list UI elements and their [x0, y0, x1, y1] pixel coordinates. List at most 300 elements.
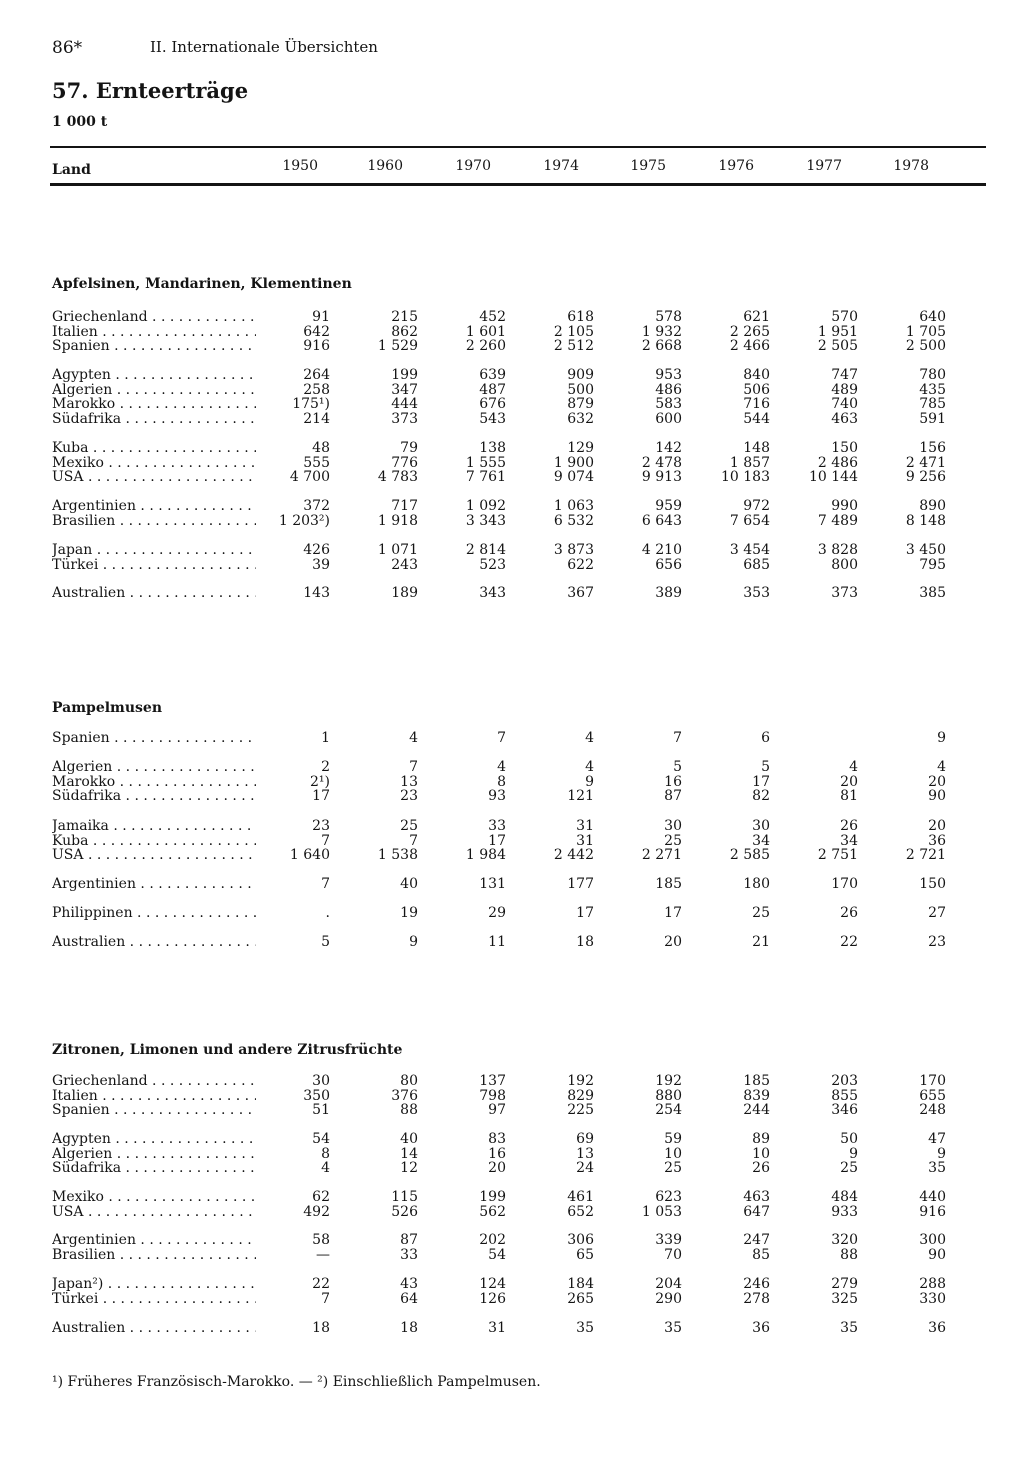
- value-cell: 64: [400, 1290, 418, 1307]
- value-cell: 776: [391, 454, 418, 471]
- value-cell: 189: [391, 585, 418, 601]
- value-cell: 9: [937, 730, 946, 746]
- value-cell: 4 783: [377, 469, 418, 486]
- table-row: [0, 383, 1024, 398]
- value-cell: 320: [831, 1232, 858, 1248]
- value-cell: 137: [479, 1073, 506, 1089]
- value-cell: 9: [585, 773, 594, 790]
- value-cell: 2 471: [905, 454, 946, 471]
- value-cell: 18: [312, 1320, 330, 1336]
- value-cell: 150: [831, 440, 858, 456]
- value-cell: 47: [928, 1131, 946, 1147]
- country-name: Argentinien . . .: [52, 877, 256, 892]
- value-cell: 34: [840, 832, 858, 849]
- value-cell: 20: [840, 773, 858, 790]
- value-cell: 70: [664, 1246, 682, 1263]
- value-cell: 583: [655, 396, 682, 413]
- value-cell: 192: [567, 1073, 594, 1089]
- table-row: [0, 397, 1024, 412]
- value-cell: 780: [919, 367, 946, 383]
- value-cell: 492: [303, 1203, 330, 1220]
- value-cell: 23: [928, 934, 946, 950]
- value-cell: 489: [831, 381, 858, 398]
- value-cell: 22: [312, 1276, 330, 1292]
- value-cell: 35: [928, 1160, 946, 1177]
- value-cell: 9 074: [553, 469, 594, 486]
- value-cell: 23: [312, 818, 330, 834]
- table-row: [0, 760, 1024, 775]
- value-cell: 4: [409, 730, 418, 746]
- value-cell: 623: [655, 1189, 682, 1205]
- value-cell: 523: [479, 556, 506, 573]
- value-cell: 192: [655, 1073, 682, 1089]
- value-cell: 29: [488, 905, 506, 921]
- value-cell: 25: [840, 1160, 858, 1177]
- value-cell: 5: [321, 934, 330, 950]
- value-cell: 79: [400, 440, 418, 456]
- value-cell: 444: [391, 396, 418, 413]
- country-name: Jamaika . . .: [52, 819, 256, 834]
- value-cell: 80: [400, 1073, 418, 1089]
- column-header-year: 1974: [543, 158, 579, 174]
- value-cell: 11: [488, 934, 506, 950]
- table-row: [0, 819, 1024, 834]
- value-cell: 89: [752, 1131, 770, 1147]
- value-cell: 17: [312, 788, 330, 805]
- value-cell: 463: [743, 1189, 770, 1205]
- value-cell: 909: [567, 367, 594, 383]
- country-name: Japan²) . . .: [52, 1277, 256, 1292]
- value-cell: 2 442: [553, 847, 594, 864]
- value-cell: 97: [488, 1102, 506, 1119]
- value-cell: 5: [761, 759, 770, 775]
- value-cell: 622: [567, 556, 594, 573]
- value-cell: 353: [743, 585, 770, 601]
- value-cell: 346: [831, 1102, 858, 1119]
- value-cell: 13: [400, 773, 418, 790]
- value-cell: 36: [928, 1320, 946, 1336]
- value-cell: 2 105: [553, 323, 594, 340]
- country-name: Brasilien . . .: [52, 514, 256, 529]
- footnote: ¹) Früheres Französisch-Marokko. — ²) Einschließlich Pampelmusen.: [52, 1374, 541, 1390]
- value-cell: 85: [752, 1246, 770, 1263]
- value-cell: 203: [831, 1073, 858, 1089]
- table-row: [0, 935, 1024, 950]
- value-cell: 83: [488, 1131, 506, 1147]
- column-header-year: 1975: [630, 158, 666, 174]
- value-cell: 288: [919, 1276, 946, 1292]
- value-cell: 1 900: [553, 454, 594, 471]
- table-row: [0, 325, 1024, 340]
- value-cell: 264: [303, 367, 330, 383]
- value-cell: 5: [673, 759, 682, 775]
- value-cell: 840: [743, 367, 770, 383]
- value-cell: 306: [567, 1232, 594, 1248]
- value-cell: 785: [919, 396, 946, 413]
- value-cell: 1 918: [377, 512, 418, 529]
- value-cell: 25: [400, 818, 418, 834]
- value-cell: 798: [479, 1087, 506, 1104]
- value-cell: 1 053: [641, 1203, 682, 1220]
- value-cell: 2¹): [310, 773, 330, 790]
- value-cell: 656: [655, 556, 682, 573]
- value-cell: 10 144: [809, 469, 858, 486]
- value-cell: 2 260: [465, 338, 506, 355]
- value-cell: 254: [655, 1102, 682, 1119]
- value-cell: 1 857: [729, 454, 770, 471]
- value-cell: 16: [488, 1145, 506, 1162]
- value-cell: 632: [567, 410, 594, 427]
- value-cell: 184: [567, 1276, 594, 1292]
- value-cell: 9: [409, 934, 418, 950]
- value-cell: 2 466: [729, 338, 770, 355]
- table-row: [0, 1277, 1024, 1292]
- value-cell: 487: [479, 381, 506, 398]
- value-cell: 59: [664, 1131, 682, 1147]
- country-name: Ägypten . . .: [52, 1132, 256, 1147]
- value-cell: 54: [312, 1131, 330, 1147]
- value-cell: 3 454: [729, 542, 770, 558]
- value-cell: 716: [743, 396, 770, 413]
- value-cell: 17: [752, 773, 770, 790]
- value-cell: 26: [752, 1160, 770, 1177]
- value-cell: 7: [673, 730, 682, 746]
- value-cell: 2 265: [729, 323, 770, 340]
- value-cell: 1 601: [465, 323, 506, 340]
- value-cell: 36: [928, 832, 946, 849]
- country-name: Spanien . . .: [52, 339, 256, 354]
- section-title: Pampelmusen: [52, 700, 163, 716]
- value-cell: 214: [303, 410, 330, 427]
- value-cell: 81: [840, 788, 858, 805]
- value-cell: 685: [743, 556, 770, 573]
- table-row: [0, 586, 1024, 601]
- value-cell: 2: [321, 759, 330, 775]
- value-cell: 8 148: [905, 512, 946, 529]
- value-cell: 278: [743, 1290, 770, 1307]
- value-cell: 3 828: [817, 542, 858, 558]
- value-cell: 500: [567, 381, 594, 398]
- value-cell: 990: [831, 498, 858, 514]
- value-cell: 243: [391, 556, 418, 573]
- value-cell: 916: [919, 1203, 946, 1220]
- value-cell: 562: [479, 1203, 506, 1220]
- value-cell: 204: [655, 1276, 682, 1292]
- value-cell: 1 063: [553, 498, 594, 514]
- value-cell: 129: [567, 440, 594, 456]
- value-cell: 544: [743, 410, 770, 427]
- value-cell: 9: [849, 1145, 858, 1162]
- value-cell: 48: [312, 440, 330, 456]
- value-cell: 30: [752, 818, 770, 834]
- value-cell: 7: [409, 832, 418, 849]
- value-cell: 1 529: [377, 338, 418, 355]
- value-cell: 1 555: [465, 454, 506, 471]
- value-cell: 265: [567, 1290, 594, 1307]
- table-row: [0, 1103, 1024, 1118]
- value-cell: 2 721: [905, 847, 946, 864]
- value-cell: 1 071: [377, 542, 418, 558]
- value-cell: 87: [664, 788, 682, 805]
- value-cell: 8: [321, 1145, 330, 1162]
- value-cell: 367: [567, 585, 594, 601]
- value-cell: 10: [664, 1145, 682, 1162]
- value-cell: 87: [400, 1232, 418, 1248]
- value-cell: 199: [391, 367, 418, 383]
- country-name: Mexiko . . .: [52, 1190, 256, 1205]
- value-cell: 618: [567, 309, 594, 325]
- country-name: Griechenland . . .: [52, 1074, 256, 1089]
- table-row: [0, 1161, 1024, 1176]
- value-cell: 7: [409, 759, 418, 775]
- value-cell: 959: [655, 498, 682, 514]
- value-cell: 829: [567, 1087, 594, 1104]
- value-cell: 933: [831, 1203, 858, 1220]
- country-name: Japan . . .: [52, 543, 256, 558]
- table-row: [0, 456, 1024, 471]
- country-name: Südafrika . . .: [52, 1161, 256, 1176]
- value-cell: 62: [312, 1189, 330, 1205]
- value-cell: 373: [831, 585, 858, 601]
- value-cell: 7: [497, 730, 506, 746]
- value-cell: 12: [400, 1160, 418, 1177]
- value-cell: 2 585: [729, 847, 770, 864]
- value-cell: 25: [664, 832, 682, 849]
- value-cell: 300: [919, 1232, 946, 1248]
- value-cell: 25: [752, 905, 770, 921]
- value-cell: 13: [576, 1145, 594, 1162]
- country-name: Kuba . . .: [52, 834, 256, 849]
- value-cell: 93: [488, 788, 506, 805]
- value-cell: 20: [488, 1160, 506, 1177]
- country-name: Türkei . . .: [52, 558, 256, 573]
- value-cell: 880: [655, 1087, 682, 1104]
- value-cell: 20: [928, 773, 946, 790]
- value-cell: 506: [743, 381, 770, 398]
- value-cell: 350: [303, 1087, 330, 1104]
- country-name: Algerien . . .: [52, 1147, 256, 1162]
- table-row: [0, 731, 1024, 746]
- value-cell: 88: [400, 1102, 418, 1119]
- value-cell: 7: [321, 832, 330, 849]
- value-cell: 800: [831, 556, 858, 573]
- value-cell: 51: [312, 1102, 330, 1119]
- value-cell: 20: [928, 818, 946, 834]
- value-cell: 150: [919, 876, 946, 892]
- value-cell: 14: [400, 1145, 418, 1162]
- table-row: [0, 558, 1024, 573]
- table-row: [0, 1321, 1024, 1336]
- table-row: [0, 1205, 1024, 1220]
- value-cell: 373: [391, 410, 418, 427]
- country-name: Philippinen . . .: [52, 906, 256, 921]
- value-cell: 17: [488, 832, 506, 849]
- value-cell: 578: [655, 309, 682, 325]
- table-row: [0, 1292, 1024, 1307]
- value-cell: 372: [303, 498, 330, 514]
- country-name: Argentinien . . .: [52, 499, 256, 514]
- value-cell: .: [325, 905, 330, 921]
- value-cell: 175¹): [292, 396, 330, 413]
- country-name: USA . . .: [52, 848, 256, 863]
- value-cell: —: [316, 1246, 330, 1263]
- country-name: Mexiko . . .: [52, 456, 256, 471]
- column-header: [0, 158, 1024, 182]
- value-cell: 17: [576, 905, 594, 921]
- value-cell: 40: [400, 1131, 418, 1147]
- value-cell: 3 873: [553, 542, 594, 558]
- value-cell: 3 450: [905, 542, 946, 558]
- value-cell: 953: [655, 367, 682, 383]
- table-row: [0, 834, 1024, 849]
- value-cell: 156: [919, 440, 946, 456]
- value-cell: 58: [312, 1232, 330, 1248]
- value-cell: 43: [400, 1276, 418, 1292]
- value-cell: 2 271: [641, 847, 682, 864]
- value-cell: 248: [919, 1102, 946, 1119]
- value-cell: 1: [321, 730, 330, 746]
- column-header-year: 1976: [718, 158, 754, 174]
- value-cell: 652: [567, 1203, 594, 1220]
- table-row: [0, 441, 1024, 456]
- value-cell: 325: [831, 1290, 858, 1307]
- value-cell: 177: [567, 876, 594, 892]
- value-cell: 170: [831, 876, 858, 892]
- value-cell: 600: [655, 410, 682, 427]
- value-cell: 1 203²): [278, 512, 330, 529]
- value-cell: 185: [655, 876, 682, 892]
- value-cell: 23: [400, 788, 418, 805]
- value-cell: 90: [928, 1246, 946, 1263]
- value-cell: 279: [831, 1276, 858, 1292]
- value-cell: 202: [479, 1232, 506, 1248]
- value-cell: 4: [585, 730, 594, 746]
- value-cell: 647: [743, 1203, 770, 1220]
- value-cell: 31: [576, 832, 594, 849]
- value-cell: 27: [928, 905, 946, 921]
- value-cell: 69: [576, 1131, 594, 1147]
- value-cell: 35: [840, 1320, 858, 1336]
- country-name: Brasilien . . .: [52, 1248, 256, 1263]
- value-cell: 290: [655, 1290, 682, 1307]
- value-cell: 4 210: [641, 542, 682, 558]
- value-cell: 26: [840, 818, 858, 834]
- value-cell: 717: [391, 498, 418, 514]
- value-cell: 440: [919, 1189, 946, 1205]
- value-cell: 180: [743, 876, 770, 892]
- value-cell: 4: [585, 759, 594, 775]
- value-cell: 258: [303, 381, 330, 398]
- value-cell: 526: [391, 1203, 418, 1220]
- value-cell: 916: [303, 338, 330, 355]
- column-header-year: 1950: [282, 158, 318, 174]
- value-cell: 6 532: [553, 512, 594, 529]
- value-cell: 244: [743, 1102, 770, 1119]
- value-cell: 2 512: [553, 338, 594, 355]
- table-row: [0, 848, 1024, 863]
- value-cell: 747: [831, 367, 858, 383]
- table-row: [0, 1147, 1024, 1162]
- table-row: [0, 1132, 1024, 1147]
- value-cell: 4: [497, 759, 506, 775]
- header-rule-top: [50, 146, 986, 148]
- value-cell: 124: [479, 1276, 506, 1292]
- value-cell: 33: [400, 1246, 418, 1263]
- table-title: 57. Ernteerträge: [52, 78, 249, 103]
- value-cell: 21: [752, 934, 770, 950]
- value-cell: 426: [303, 542, 330, 558]
- value-cell: 170: [919, 1073, 946, 1089]
- value-cell: 39: [312, 556, 330, 573]
- value-cell: 7: [321, 876, 330, 892]
- table-row: [0, 1190, 1024, 1205]
- table-row: [0, 877, 1024, 892]
- value-cell: 30: [664, 818, 682, 834]
- value-cell: 655: [919, 1087, 946, 1104]
- value-cell: 839: [743, 1087, 770, 1104]
- value-cell: 90: [928, 788, 946, 805]
- value-cell: 2 751: [817, 847, 858, 864]
- country-name: Algerien . . .: [52, 383, 256, 398]
- country-name: Griechenland . . .: [52, 310, 256, 325]
- value-cell: 9: [937, 1145, 946, 1162]
- value-cell: 7: [321, 1290, 330, 1307]
- value-cell: 621: [743, 309, 770, 325]
- value-cell: 65: [576, 1246, 594, 1263]
- section-title: Zitronen, Limonen und andere Zitrusfrüchte: [52, 1042, 403, 1058]
- value-cell: 642: [303, 323, 330, 340]
- value-cell: 138: [479, 440, 506, 456]
- value-cell: 31: [488, 1320, 506, 1336]
- value-cell: 148: [743, 440, 770, 456]
- country-name: Algerien . . .: [52, 760, 256, 775]
- value-cell: 19: [400, 905, 418, 921]
- value-cell: 20: [664, 934, 682, 950]
- value-cell: 4 700: [289, 469, 330, 486]
- value-cell: 795: [919, 556, 946, 573]
- value-cell: 35: [576, 1320, 594, 1336]
- value-cell: 7 761: [465, 469, 506, 486]
- value-cell: 82: [752, 788, 770, 805]
- country-name: Spanien . . .: [52, 731, 256, 746]
- value-cell: 463: [831, 410, 858, 427]
- country-name: Argentinien . . .: [52, 1233, 256, 1248]
- header-rule-bottom: [50, 183, 986, 186]
- value-cell: 890: [919, 498, 946, 514]
- value-cell: 215: [391, 309, 418, 325]
- value-cell: 143: [303, 585, 330, 601]
- value-cell: 484: [831, 1189, 858, 1205]
- value-cell: 591: [919, 410, 946, 427]
- country-name: Kuba . . .: [52, 441, 256, 456]
- value-cell: 9 256: [905, 469, 946, 486]
- value-cell: 199: [479, 1189, 506, 1205]
- table-row: [0, 775, 1024, 790]
- value-cell: 247: [743, 1232, 770, 1248]
- page-number: 86*: [52, 38, 83, 58]
- value-cell: 6 643: [641, 512, 682, 529]
- value-cell: 343: [479, 585, 506, 601]
- value-cell: 676: [479, 396, 506, 413]
- value-cell: 7 654: [729, 512, 770, 529]
- table-row: [0, 499, 1024, 514]
- value-cell: 25: [664, 1160, 682, 1177]
- value-cell: 36: [752, 1320, 770, 1336]
- table-row: [0, 1233, 1024, 1248]
- value-cell: 33: [488, 818, 506, 834]
- value-cell: 461: [567, 1189, 594, 1205]
- value-cell: 339: [655, 1232, 682, 1248]
